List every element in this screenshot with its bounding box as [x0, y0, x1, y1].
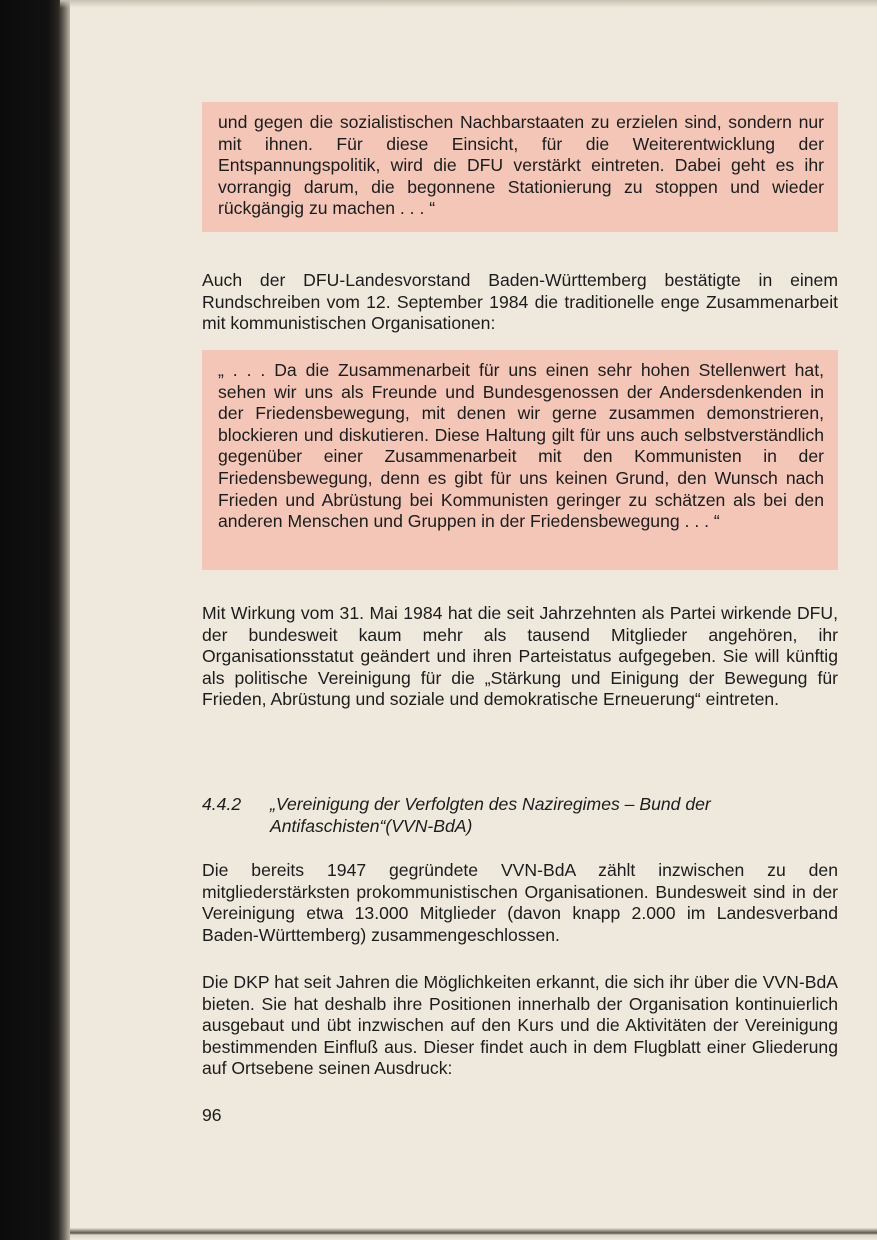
page-bottom-edge — [70, 1228, 877, 1240]
paragraph-vvn-membership: Die bereits 1947 gegründete VVN-BdA zählt inzwischen zu den mitgliederstärksten prokommunistischen Organisationen. Bundesweit sind in der Vereinigung etwa 13.000 Mitglieder (davon knapp 2.000 im Landesverband Baden-Württemberg) zusammengeschlossen. — [202, 860, 838, 945]
page-number: 96 — [202, 1105, 222, 1125]
paragraph-dfu-landesvorstand: Auch der DFU-Landesvorstand Baden-Württemberg bestätigte in einem Rundschreiben vom 12. September 1984 die traditionelle enge Zusammenarbeit mit kommunistischen Organisationen: — [202, 270, 838, 334]
paragraph-dfu-status: Mit Wirkung vom 31. Mai 1984 hat die seit Jahrzehnten als Partei wirkende DFU, der bundesweit kaum mehr als tausend Mitglieder angehören, ihr Organisationsstatut geändert und ihren Parteistatus aufgegeben. Sie will künftig als politische Vereinigung für die „Stärkung und Einigung der Bewegung für Frieden, Abrüstung und soziale und demokratische Erneuerung“ eintreten. — [202, 603, 838, 710]
highlighted-quote-2: „ . . . Da die Zusammenarbeit für uns einen sehr hohen Stellenwert hat, sehen wir uns als Freunde und Bundesgenossen der Andersdenkenden in der Friedensbewegung, mit denen wir gerne zusammen demonstrieren, blockieren und diskutieren. Diese Haltung gilt für uns auch selbstverständlich gegenüber einer Zusammenarbeit mit den Kommunisten in der Friedensbewegung, denn es gibt für uns keinen Grund, den Wunsch nach Frieden und Abrüstung bei Kommunisten geringer zu schätzen als bei den anderen Menschen und Gruppen in der Friedensbewegung . . . “ — [202, 350, 838, 570]
section-title: „Vereinigung der Verfolgten des Naziregimes – Bund der Antifaschisten“(VVN-BdA) — [270, 794, 711, 836]
book-binding-shadow — [0, 0, 70, 1240]
highlighted-quote-1: und gegen die sozialistischen Nachbarstaaten zu erzielen sind, sondern nur mit ihnen. Für diese Einsicht, für die Weiterentwicklung der Entspannungspolitik, wird die DFU verstärkt eintreten. Dabei geht es ihr vorrangig darum, die begonnene Stationierung zu stoppen und wieder rückgängig zu machen . . . “ — [202, 102, 838, 232]
page-top-shade — [60, 0, 877, 8]
section-number: 4.4.2 — [202, 794, 242, 814]
paragraph-dkp-influence: Die DKP hat seit Jahren die Möglichkeiten erkannt, die sich ihr über die VVN-BdA bieten. Sie hat deshalb ihre Positionen innerhalb der Organisation kontinuierlich ausgebaut und übt inzwischen auf den Kurs und die Aktivitäten der Vereinigung bestimmenden Einfluß aus. Dieser findet auch in dem Flugblatt einer Gliederung auf Ortsebene seinen Ausdruck: — [202, 972, 838, 1079]
